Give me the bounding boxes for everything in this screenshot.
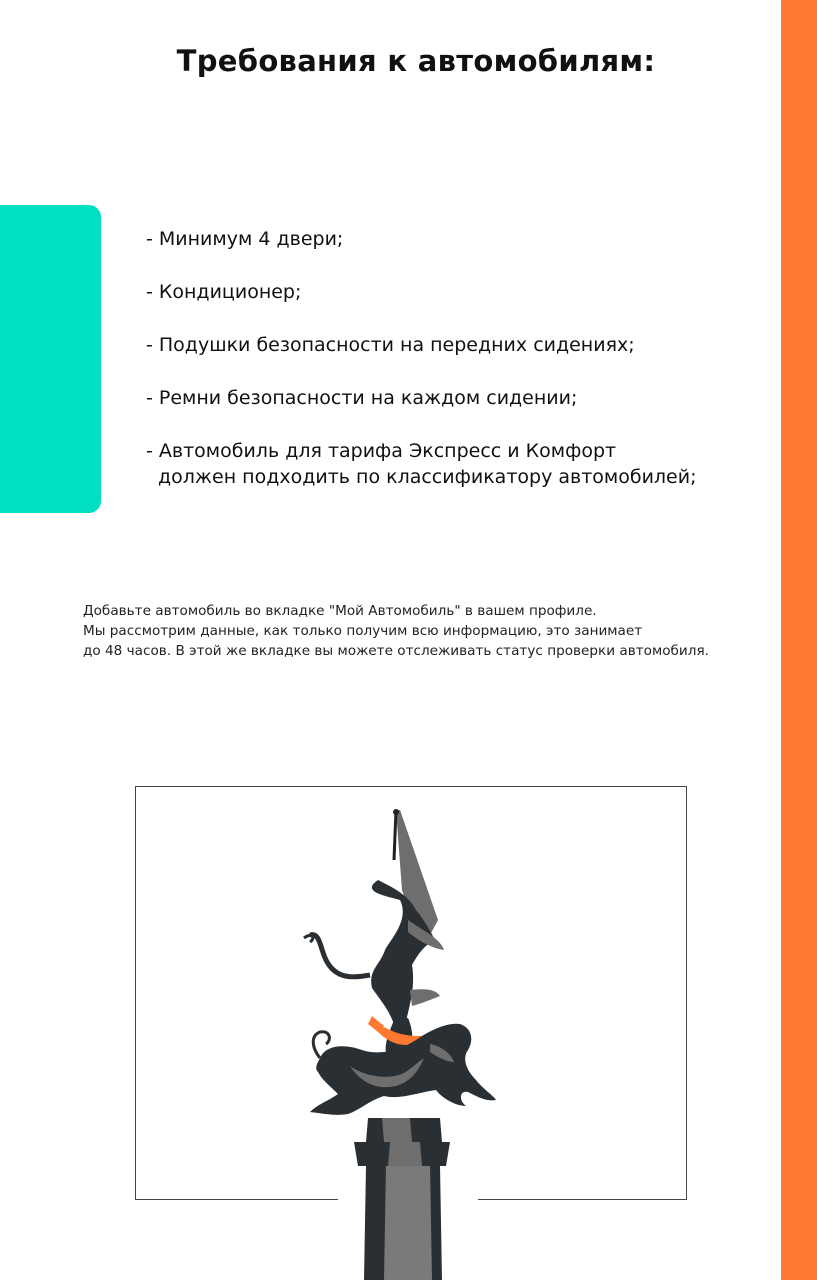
requirements-list	[146, 226, 697, 517]
list-item	[146, 226, 697, 252]
requirement-text: - Ремни безопасности на каждом сидении;	[146, 387, 578, 409]
list-item	[146, 332, 697, 358]
monument-illustration-icon	[290, 800, 510, 1280]
requirement-text: - Автомобиль для тарифа Экспресс и Комфорт	[146, 440, 617, 462]
requirement-text-continued: должен подходить по классификатору автомобилей;	[158, 466, 697, 488]
teal-accent-block	[0, 205, 101, 513]
list-item	[146, 438, 697, 490]
note-line: Мы рассмотрим данные, как только получим всю информацию, это занимает	[83, 623, 643, 639]
requirement-text: - Кондиционер;	[146, 281, 302, 303]
orange-side-stripe	[781, 0, 817, 1280]
requirement-text: - Подушки безопасности на передних сидениях;	[146, 334, 635, 356]
page-title: Требования к автомобилям:	[176, 44, 656, 78]
note-line: Добавьте автомобиль во вкладке "Мой Автомобиль" в вашем профиле.	[83, 603, 597, 619]
info-note	[83, 601, 709, 661]
list-item	[146, 279, 697, 305]
requirement-text: - Минимум 4 двери;	[146, 228, 344, 250]
list-item	[146, 385, 697, 411]
note-line: до 48 часов. В этой же вкладке вы можете отслеживать статус проверки автомобиля.	[83, 643, 709, 659]
